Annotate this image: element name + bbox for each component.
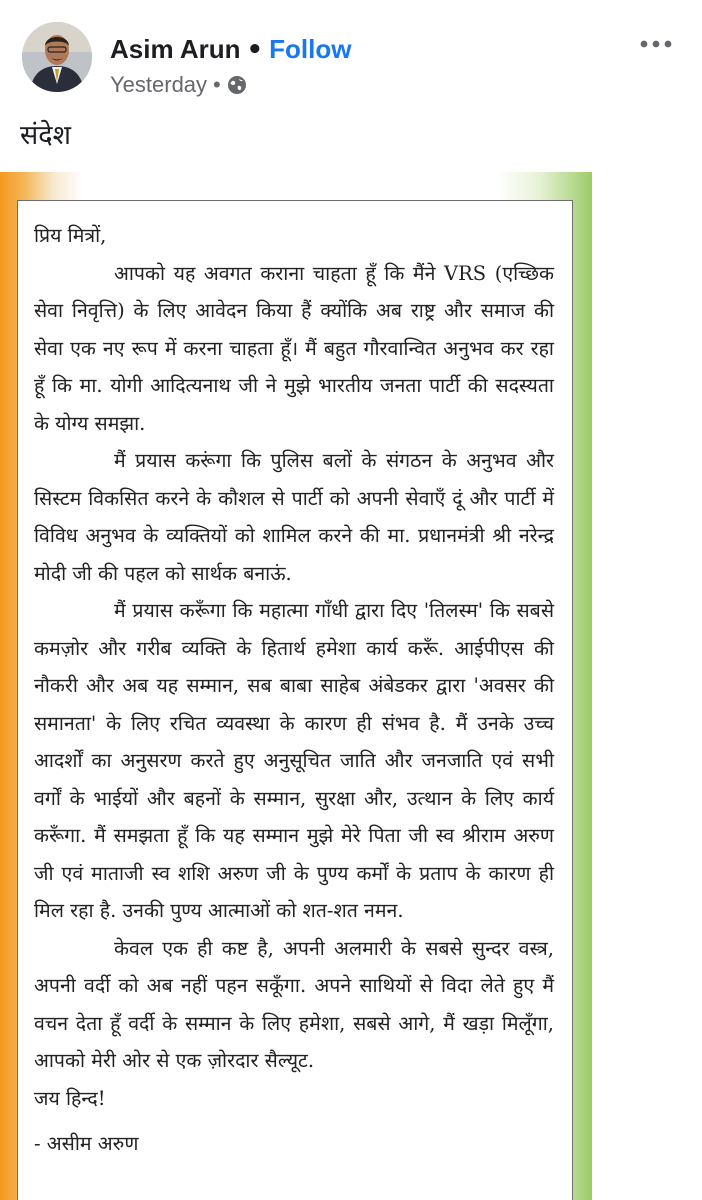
post-image-letter[interactable]: [0, 172, 592, 1200]
globe-icon: [227, 75, 247, 95]
name-separator: •: [246, 35, 264, 65]
letter-body: [34, 217, 554, 1163]
author-name[interactable]: Asim Arun: [110, 34, 241, 64]
letter-paragraph-2: मैं प्रयास करूंगा कि पुलिस बलों के संगठन के अनुभव और सिस्टम विकसित करने के कौशल से पार्टी को अपनी सेवाएँ दूं और पार्टी में विविध अनुभव के व्यक्तियों को शामिल करने की मा. प्रधानमंत्री श्री नरेन्द्र मोदी जी की पहल को सार्थक बनाऊं.: [34, 449, 554, 585]
letter-paragraph-4: केवल एक ही कष्ट है, अपनी अलमारी के सबसे सुन्दर वस्त्र, अपनी वर्दी को अब नहीं पहन सकूँगा. अपने साथियों से विदा लेते हुए मैं वचन देता हूँ वर्दी के सम्मान के लिए हमेशा, सबसे आगे, मैं खड़ा मिलूँगा, आपको मेरी ओर से एक ज़ोरदार सैल्यूट.: [34, 936, 554, 1072]
letter-greeting: प्रिय मित्रों,: [34, 224, 107, 247]
follow-button[interactable]: Follow: [269, 34, 352, 64]
post-caption: संदेश: [20, 120, 71, 151]
more-options-icon[interactable]: [638, 38, 674, 50]
letter-paragraph-3: मैं प्रयास करूँगा कि महात्मा गाँधी द्वारा दिए 'तिलस्म' कि सबसे कमज़ोर और गरीब व्यक्ति के हितार्थ हमेशा कार्य करूँ. आईपीएस की नौकरी और अब यह सम्मान, सब बाबा साहेब अंबेडकर द्वारा 'अवसर की समानता' के लिए रचित व्यवस्था के कारण ही संभव है. मैं उनके उच्च आदर्शों का अनुसरण करते हुए अनुसूचित जाति और जनजाति एवं सभी वर्गों के भाईयों और बहनों के सम्मान, सुरक्षा और, उत्थान के लिए कार्य करूँगा. मैं समझता हूँ कि यह सम्मान मुझे मेरे पिता जी स्व श्रीराम अरुण जी एवं माताजी स्व शशि अरुण जी के पुण्य कर्मों के प्रताप के कारण ही मिल रहा है. उनकी पुण्य आत्माओं को शत-शत नमन.: [34, 599, 554, 922]
letter-closing: जय हिन्द!: [34, 1086, 106, 1110]
letter-frame: [17, 200, 573, 1200]
post-header: [0, 0, 702, 110]
letter-signature: - असीम अरुण: [34, 1132, 139, 1155]
post-meta: [110, 72, 247, 98]
post-timestamp[interactable]: Yesterday: [110, 72, 208, 97]
meta-separator: •: [213, 72, 221, 97]
author-line: [110, 33, 351, 66]
letter-paragraph-1: आपको यह अवगत कराना चाहता हूँ कि मैंने VRS (एच्छिक सेवा निवृत्ति) के लिए आवेदन किया हैं क्योंकि अब राष्ट्र और समाज की सेवा एक नए रूप में करना चाहता हूँ। मैं बहुत गौरवान्वित अनुभव कर रहा हूँ कि मा. योगी आदित्यनाथ जी ने मुझे भारतीय जनता पार्टी की सदस्यता के योग्य समझा.: [34, 261, 554, 435]
author-avatar[interactable]: [22, 22, 92, 92]
